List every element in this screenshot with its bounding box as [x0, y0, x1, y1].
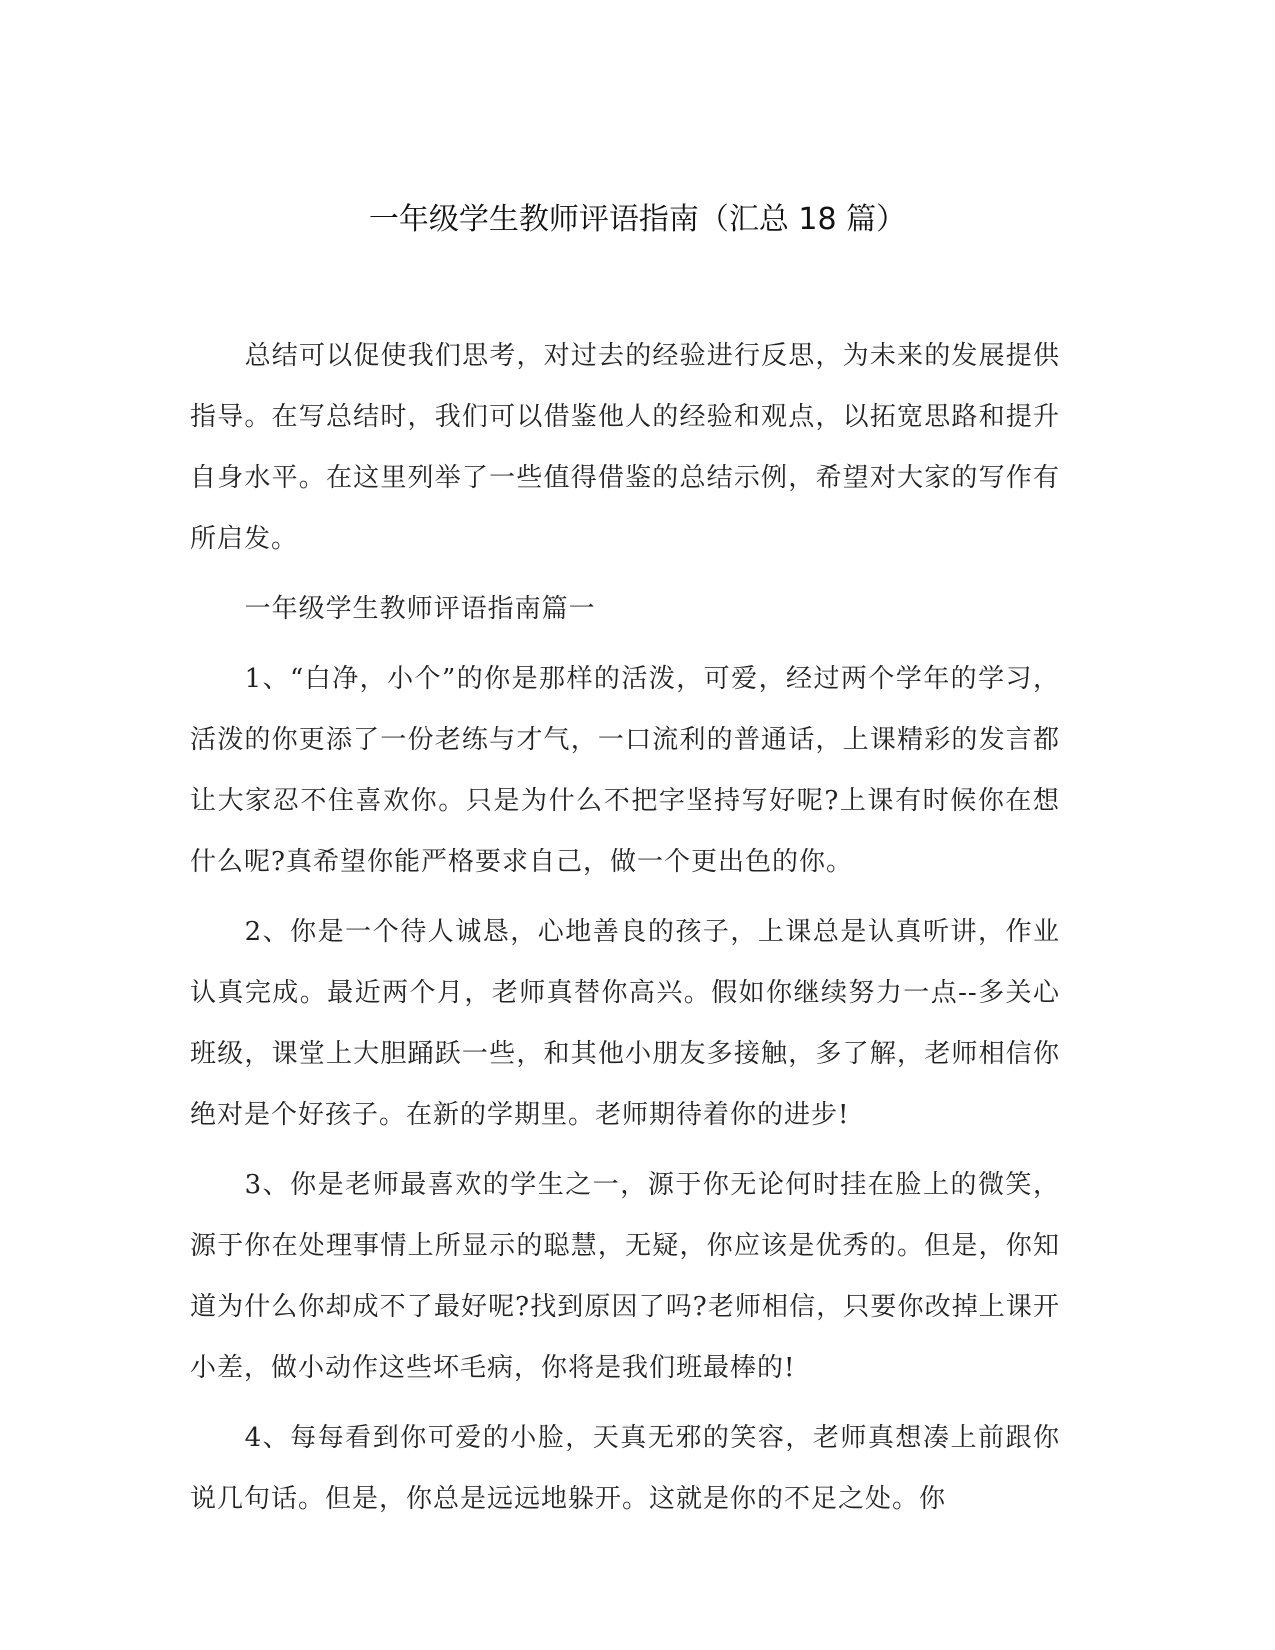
comment-paragraph-2: 2、你是一个待人诚恳，心地善良的孩子，上课总是认真听讲，作业认真完成。最近两个月，老师真替你高兴。假如你继续努力一点--多关心班级，课堂上大胆踊跃一些，和其他小朋友多接触，多了解，老师相信你绝对是个好孩子。在新的学期里。老师期待着你的进步! [190, 917, 1060, 1130]
intro-paragraph: 总结可以促使我们思考，对过去的经验进行反思，为未来的发展提供指导。在写总结时，我们可以借鉴他人的经验和观点，以拓宽思路和提升自身水平。在这里列举了一些值得借鉴的总结示例，希望对大家的写作有所启发。 [190, 341, 1060, 554]
document-title: 一年级学生教师评语指南（汇总 18 篇） [368, 202, 907, 237]
document-body [190, 326, 1060, 1539]
comment-paragraph-4: 4、每每看到你可爱的小脸，天真无邪的笑容，老师真想凑上前跟你说几句话。但是，你总是远远地躲开。这就是你的不足之处。你 [190, 1423, 1060, 1514]
comment-paragraph-3: 3、你是老师最喜欢的学生之一，源于你无论何时挂在脸上的微笑，源于你在处理事情上所显示的聪慧，无疑，你应该是优秀的。但是，你知道为什么你却成不了最好呢?找到原因了吗?老师相信，只要你改掉上课开小差，做小动作这些坏毛病，你将是我们班最棒的! [190, 1170, 1060, 1383]
comment-paragraph-1: 1、“白净，小个”的你是那样的活泼，可爱，经过两个学年的学习，活泼的你更添了一份老练与才气，一口流利的普通话，上课精彩的发言都让大家忍不住喜欢你。只是为什么不把字坚持写好呢?上课有时候你在想什么呢?真希望你能严格要求自己，做一个更出色的你。 [190, 664, 1060, 877]
section-heading: 一年级学生教师评语指南篇一 [244, 594, 596, 624]
